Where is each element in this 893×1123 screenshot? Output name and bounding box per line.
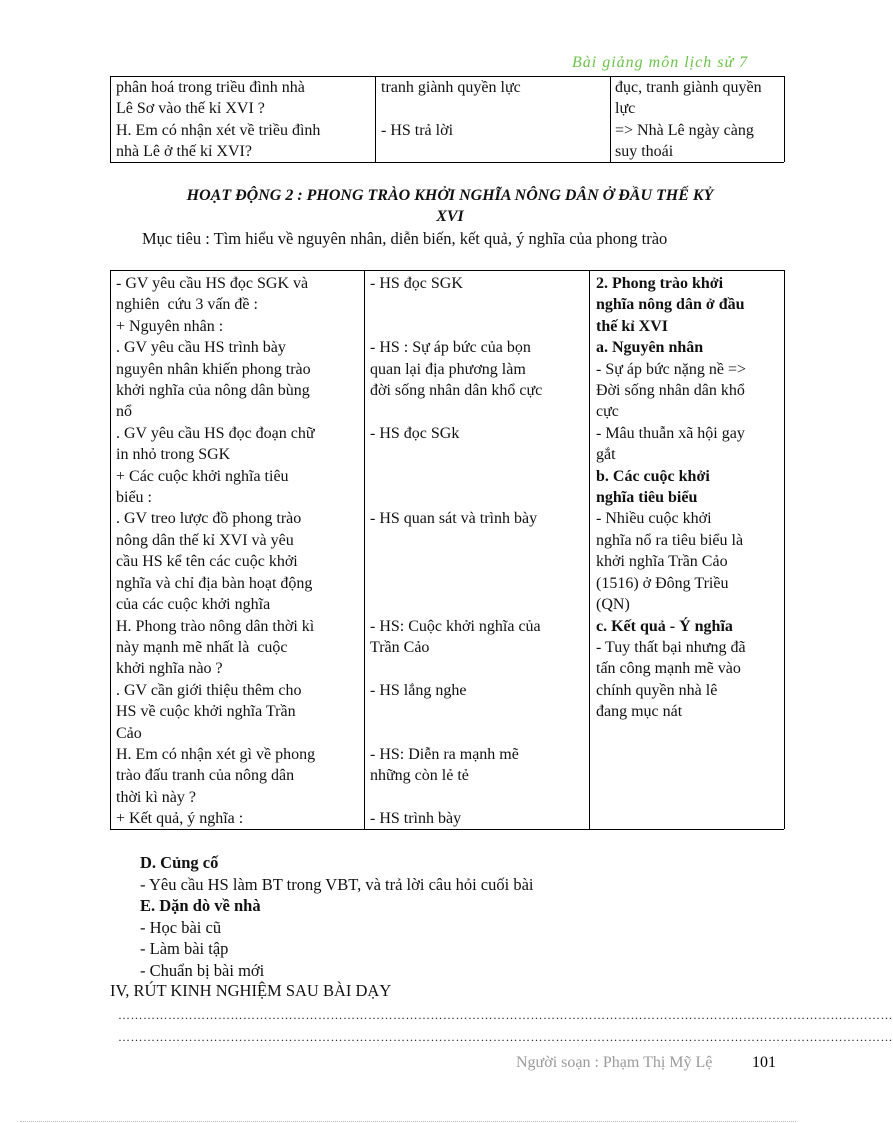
table-cell-line: suy thoái <box>615 143 674 161</box>
table-cell-line: lực <box>615 100 636 118</box>
table-cell-line: gắt <box>596 446 616 464</box>
table-cell-line: . GV yêu cầu HS đọc đoạn chữ <box>116 424 315 442</box>
table-cell-line <box>370 401 587 422</box>
table-cell-line: đục, tranh giành quyền <box>615 79 762 96</box>
table-cell-line <box>370 466 587 487</box>
table-cell-line: in nhỏ trong SGK <box>116 446 231 464</box>
table-cell-line: - HS: Diễn ra mạnh mẽ <box>370 745 519 763</box>
table-cell-line <box>370 594 587 615</box>
table-cell-line <box>370 294 587 315</box>
table-cell-line: khởi nghĩa của nông dân bùng <box>116 382 310 400</box>
main-table-col-teacher <box>116 273 362 830</box>
table-cell-line: - Tuy thất bại nhưng đã <box>596 638 746 656</box>
table-cell-line: - HS lắng nghe <box>370 681 467 699</box>
table-cell-line: quan lại địa phương làm <box>370 360 526 378</box>
table-cell-line: a. Nguyên nhân <box>596 339 704 357</box>
table-cell-line: thế kỉ XVI <box>596 317 669 335</box>
table-cell-line: (QN) <box>596 596 630 614</box>
page-number: 101 <box>752 1054 776 1071</box>
footer-rule <box>20 1121 796 1122</box>
homework-item: - Học bài cũ <box>140 917 222 937</box>
consolidate-item: - Yêu cầu HS làm BT trong VBT, và trả lời câu hỏi cuối bài <box>140 874 534 894</box>
table-cell-line: - Sự áp bức nặng nề => <box>596 360 747 378</box>
dotted-line-2: …………………………………………………………………………………………………………………………………………………………………… <box>118 1030 893 1044</box>
table-cell-line: đang mục nát <box>596 703 683 721</box>
table-cell-line: - HS đọc SGk <box>370 424 460 442</box>
table-cell-line: khởi nghĩa nào ? <box>116 660 223 678</box>
table-cell-line <box>370 723 587 744</box>
table-cell-line: tấn công mạnh mẽ vào <box>596 660 741 678</box>
table-cell-line: nghĩa và chỉ địa bàn hoạt động <box>116 574 313 592</box>
homework-item: - Chuẩn bị bài mới <box>140 960 265 980</box>
table-cell-line <box>370 316 587 337</box>
table-cell-line: cực <box>596 403 619 421</box>
table-cell-line: (1516) ở Đông Triều <box>596 574 729 592</box>
table-cell-line: - HS: Cuộc khởi nghĩa của <box>370 617 541 635</box>
table-cell-line <box>381 141 607 162</box>
table-cell-line: c. Kết quả - Ý nghĩa <box>596 617 733 635</box>
main-table-col-student <box>370 273 587 830</box>
top-table-col-content <box>615 77 783 163</box>
table-cell-line: khởi nghĩa Trần Cảo <box>596 553 728 571</box>
table-cell-line <box>370 658 587 679</box>
table-cell-line: H. Em có nhận xét về triều đình <box>116 121 321 139</box>
table-cell-line: nông dân thế kỉ XVI và yêu <box>116 531 294 549</box>
table-cell-line: + Nguyên nhân : <box>116 317 224 335</box>
table-cell-line: Cảo <box>116 724 142 742</box>
table-cell-line <box>370 530 587 551</box>
table-cell-line: => Nhà Lê ngày càng <box>615 121 754 139</box>
table-cell-line: - HS : Sự áp bức của bọn <box>370 339 531 357</box>
table-cell-line <box>370 701 587 722</box>
table-cell-line: . GV cần giới thiệu thêm cho <box>116 681 302 699</box>
retro-title: IV, RÚT KINH NGHIỆM SAU BÀI DẠY <box>110 981 392 1000</box>
table-cell-line: trào đấu tranh của nông dân <box>116 767 295 785</box>
activity-heading-line1: HOẠT ĐỘNG 2 : PHONG TRÀO KHỞI NGHĨA NÔNG DÂN Ở ĐẦU THẾ KỶ <box>186 187 714 204</box>
table-cell-line: phân hoá trong triều đình nhà <box>116 79 305 96</box>
dotted-line-1: …………………………………………………………………………………………………………………………………………………………………… <box>118 1008 893 1022</box>
table-cell-line: - Nhiều cuộc khởi <box>596 510 712 528</box>
author-credit: Người soạn : Phạm Thị Mỹ Lệ <box>516 1054 713 1071</box>
table-cell-line: này mạnh mẽ nhất là cuộc <box>116 638 288 656</box>
consolidate-section <box>140 852 534 895</box>
table-cell-line: nhà Lê ở thế kỉ XVI? <box>116 143 252 161</box>
table-cell-line: + Các cuộc khởi nghĩa tiêu <box>116 467 289 485</box>
table-cell-line <box>370 573 587 594</box>
top-table-col-teacher <box>116 77 372 163</box>
table-cell-line: nghĩa nông dân ở đầu <box>596 296 745 314</box>
table-cell-line: - GV yêu cầu HS đọc SGK và <box>116 275 309 292</box>
table-cell-line <box>370 551 587 572</box>
table-cell-line: nghĩa nổ ra tiêu biểu là <box>596 531 744 549</box>
table-cell-line: 2. Phong trào khởi <box>596 275 724 292</box>
homework-title: E. Dặn dò về nhà <box>140 896 261 915</box>
table-cell-line <box>370 444 587 465</box>
table-cell-line: những còn lẻ tẻ <box>370 767 469 785</box>
table-cell-line: H. Phong trào nông dân thời kì <box>116 617 315 635</box>
consolidate-title: D. Củng cố <box>140 853 219 872</box>
table-cell-line: - HS trả lời <box>381 121 454 139</box>
table-cell-line: . GV treo lược đồ phong trào <box>116 510 302 528</box>
table-cell-line <box>370 787 587 808</box>
watermark-text: Bài giảng môn lịch sử 7 <box>572 54 749 71</box>
table-cell-line <box>370 487 587 508</box>
table-cell-line: nguyên nhân khiến phong trào <box>116 360 311 378</box>
table-cell-line: . GV yêu cầu HS trình bày <box>116 339 286 357</box>
table-cell-line: - HS đọc SGK <box>370 275 463 292</box>
table-cell-line <box>381 98 607 119</box>
table-cell-line: cầu HS kể tên các cuộc khởi <box>116 553 298 571</box>
table-cell-line: biểu : <box>116 489 152 507</box>
table-cell-line: H. Em có nhận xét gì về phong <box>116 745 316 763</box>
table-cell-line: Lê Sơ vào thế kỉ XVI ? <box>116 100 265 118</box>
table-cell-line: - HS quan sát và trình bày <box>370 510 538 528</box>
table-cell-line: b. Các cuộc khởi <box>596 467 710 485</box>
table-cell-line: nghĩa tiêu biểu <box>596 489 698 507</box>
table-cell-line: - Mâu thuẫn xã hội gay <box>596 424 745 442</box>
table-cell-line: Trần Cảo <box>370 638 430 656</box>
table-cell-line: - HS trình bày <box>370 810 462 828</box>
table-cell-line: của các cuộc khởi nghĩa <box>116 596 271 614</box>
table-cell-line: nghiên cứu 3 vấn đề : <box>116 296 258 314</box>
table-cell-line: + Kết quả, ý nghĩa : <box>116 810 244 828</box>
table-cell-line: tranh giành quyền lực <box>381 79 521 96</box>
table-cell-line: chính quyền nhà lê <box>596 681 718 699</box>
homework-item: - Làm bài tập <box>140 939 229 958</box>
homework-section <box>140 895 264 981</box>
table-cell-line: nổ <box>116 403 132 421</box>
main-table-col-content <box>596 273 782 723</box>
top-table-col-student <box>381 77 607 163</box>
table-cell-line: HS về cuộc khởi nghĩa Trần <box>116 703 296 721</box>
table-cell-line: đời sống nhân dân khổ cực <box>370 382 543 400</box>
table-cell-line: Đời sống nhân dân khổ <box>596 382 745 400</box>
activity-goal: Mục tiêu : Tìm hiểu về nguyên nhân, diễn biến, kết quả, ý nghĩa của phong trào <box>142 229 668 248</box>
table-cell-line: thời kì này ? <box>116 788 196 806</box>
activity-heading-line2: XVI <box>436 208 464 225</box>
